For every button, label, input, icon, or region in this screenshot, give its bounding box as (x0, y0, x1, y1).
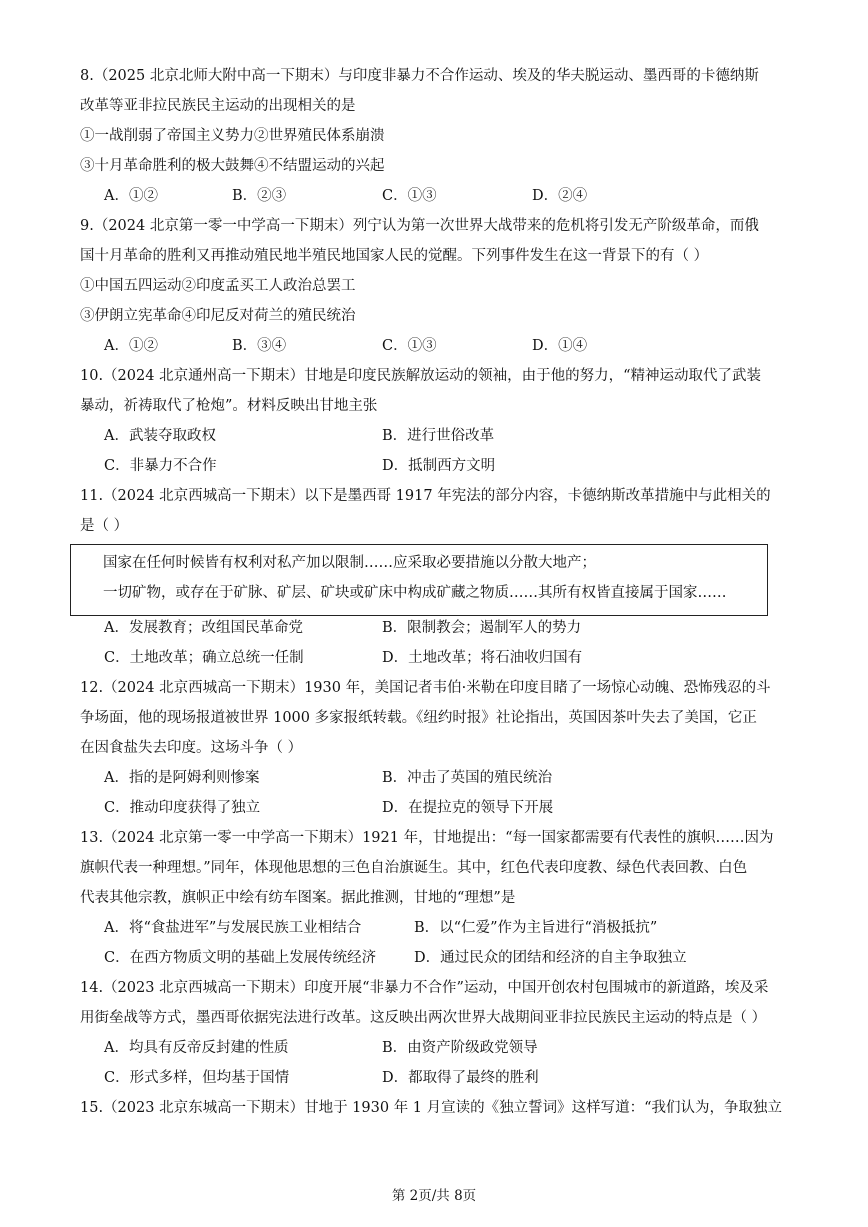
q9-item-line-1: ①中国五四运动②印度孟买工人政治总罢工 (80, 278, 356, 294)
q9-stem-line-1: 9.（2024 北京第一零一中学高一下期末）列宁认为第一次世界大战带来的危机将引发无产阶级革命，而俄 (80, 218, 759, 234)
q12-stem-line-3: 在因食盐失去印度。这场斗争（ ） (80, 740, 303, 756)
q14-stem-line-2: 用街垒战等方式，墨西哥依据宪法进行改革。这反映出两次世界大战期间亚非拉民族民主运动的特点是（ ） (80, 1010, 767, 1026)
q15-stem-line-1: 15.（2023 北京东城高一下期末）甘地于 1930 年 1 月宣读的《独立誓词》这样写道：“我们认为，争取独立 (80, 1100, 783, 1116)
q11-option-b: B．限制教会；遏制军人的势力 (382, 620, 582, 636)
q8-item-line-1: ①一战削弱了帝国主义势力②世界殖民体系崩溃 (80, 128, 385, 144)
q8-stem-line-2: 改革等亚非拉民族民主运动的出现相关的是 (80, 98, 356, 114)
q11-option-c: C．土地改革；确立总统一任制 (104, 650, 304, 666)
q11-option-a: A．发展教育；改组国民革命党 (104, 620, 303, 636)
q14-stem-line-1: 14.（2023 北京西城高一下期末）印度开展“非暴力不合作”运动，中国开创农村包围城市的新道路，埃及采 (80, 980, 769, 996)
q10-option-a: A．武装夺取政权 (104, 428, 216, 444)
q12-option-a: A．指的是阿姆利则惨案 (104, 770, 260, 786)
q9-option-a: A．①② (104, 338, 158, 354)
q8-item-line-2: ③十月革命胜利的极大鼓舞④不结盟运动的兴起 (80, 158, 385, 174)
q13-option-d: D．通过民众的团结和经济的自主争取独立 (414, 950, 687, 966)
q12-option-c: C．推动印度获得了独立 (104, 800, 261, 816)
q14-option-b: B．由资产阶级政党领导 (382, 1040, 538, 1056)
q14-option-a: A．均具有反帝反封建的性质 (104, 1040, 289, 1056)
q11-quote-line-2: 一切矿物，或存在于矿脉、矿层、矿块或矿床中构成矿藏之物质……其所有权皆直接属于国家…… (103, 585, 727, 601)
q11-quote-line-1: 国家在任何时候皆有权利对私产加以限制……应采取必要措施以分散大地产； (103, 555, 596, 571)
q8-option-d: D．②④ (532, 188, 588, 204)
q12-stem-line-2: 争场面，他的现场报道被世界 1000 多家报纸转载。《纽约时报》社论指出，英国因茶叶失去了美国，它正 (80, 710, 757, 726)
q11-quote-box (70, 544, 768, 616)
q10-option-d: D．抵制西方文明 (382, 458, 496, 474)
q9-option-c: C．①③ (382, 338, 437, 354)
q10-stem-line-2: 暴动，祈祷取代了枪炮”。材料反映出甘地主张 (80, 398, 378, 414)
q9-stem-line-2: 国十月革命的胜利又再推动殖民地半殖民地国家人民的觉醒。下列事件发生在这一背景下的有（ ） (80, 248, 709, 264)
q13-option-c: C．在西方物质文明的基础上发展传统经济 (104, 950, 377, 966)
q12-stem-line-1: 12.（2024 北京西城高一下期末）1930 年，美国记者韦伯·米勒在印度目睹了一场惊心动魄、恐怖残忍的斗 (80, 680, 771, 696)
q11-stem-line-1: 11.（2024 北京西城高一下期末）以下是墨西哥 1917 年宪法的部分内容，卡德纳斯改革措施中与此相关的 (80, 488, 771, 504)
q10-stem-line-1: 10.（2024 北京通州高一下期末）甘地是印度民族解放运动的领袖，由于他的努力，“精神运动取代了武装 (80, 368, 761, 384)
q12-option-d: D．在提拉克的领导下开展 (382, 800, 554, 816)
q14-option-d: D．都取得了最终的胜利 (382, 1070, 539, 1086)
q10-option-c: C．非暴力不合作 (104, 458, 217, 474)
q11-option-d: D．土地改革；将石油收归国有 (382, 650, 583, 666)
q8-option-b: B．②③ (232, 188, 287, 204)
q9-item-line-2: ③伊朗立宪革命④印尼反对荷兰的殖民统治 (80, 308, 356, 324)
q12-option-b: B．冲击了英国的殖民统治 (382, 770, 553, 786)
q13-stem-line-3: 代表其他宗教，旗帜正中绘有纺车图案。据此推测，甘地的“理想”是 (80, 890, 516, 906)
page-number-footer: 第 2页/共 8页 (391, 1188, 477, 1204)
q8-stem-line-1: 8.（2025 北京北师大附中高一下期末）与印度非暴力不合作运动、埃及的华夫脱运动、墨西哥的卡德纳斯 (80, 68, 759, 84)
q13-stem-line-1: 13.（2024 北京第一零一中学高一下期末）1921 年，甘地提出：“每一国家都需要有代表性的旗帜……因为 (80, 830, 774, 846)
q13-stem-line-2: 旗帜代表一种理想。”同年，体现他思想的三色自治旗诞生。其中，红色代表印度教、绿色代表回教、白色 (80, 860, 748, 876)
q9-option-b: B．③④ (232, 338, 287, 354)
q8-option-a: A．①② (104, 188, 158, 204)
q10-option-b: B．进行世俗改革 (382, 428, 495, 444)
q13-option-a: A．将“食盐进军”与发展民族工业相结合 (104, 920, 362, 936)
q11-stem-line-2: 是（ ） (80, 518, 129, 534)
q9-option-d: D．①④ (532, 338, 588, 354)
q13-option-b: B．以“仁爱”作为主旨进行“消极抵抗” (414, 920, 658, 936)
q8-option-c: C．①③ (382, 188, 437, 204)
q14-option-c: C．形式多样，但均基于国情 (104, 1070, 290, 1086)
